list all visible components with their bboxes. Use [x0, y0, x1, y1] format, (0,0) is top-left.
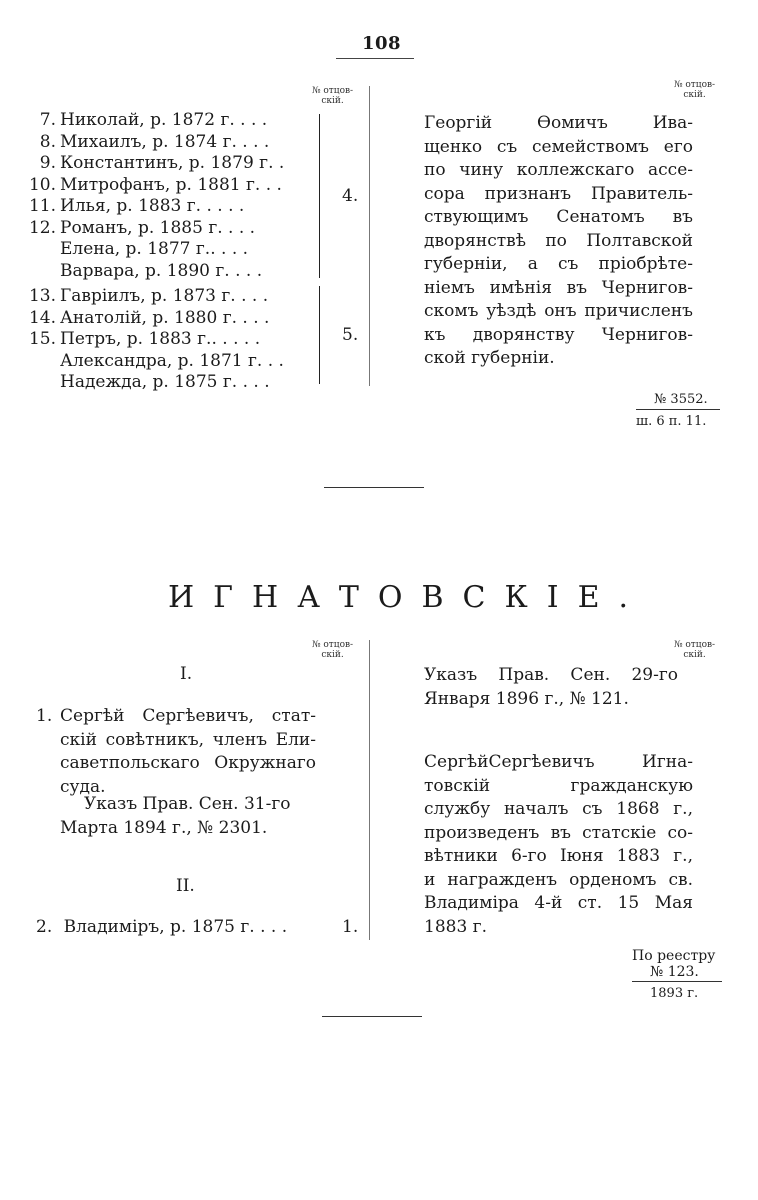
- family-bracket-4: [315, 114, 320, 278]
- reference-location: ш. 6 п. 11.: [636, 414, 707, 429]
- list-item: 7. Николай, р. 1872 г. . . .: [39, 110, 268, 130]
- page-number: 108: [362, 33, 402, 54]
- list-item: Елена, р. 1877 г.. . . .: [60, 239, 249, 259]
- registry-number: № 123.: [650, 964, 699, 980]
- list-item: 12. Романъ, р. 1885 г. . . .: [28, 217, 256, 238]
- list-item: 15. Петръ, р. 1883 г.. . . . .: [28, 329, 261, 349]
- family-bracket-5: [315, 286, 320, 384]
- registry-label: По реестру: [632, 948, 716, 964]
- list-item: 9. Константинъ, р. 1879 г. .: [39, 153, 285, 173]
- upper-entries-list: [22, 110, 322, 394]
- list-item: Александра, р. 1871 г. . .: [60, 350, 284, 371]
- branch-roman-1: I.: [180, 664, 193, 684]
- lower-column-divider: [369, 640, 370, 940]
- father-number-4: 4.: [342, 186, 359, 206]
- father-number-1: 1.: [342, 917, 359, 937]
- branch-roman-2: II.: [176, 876, 195, 896]
- list-item: Надежда, р. 1875 г. . . .: [60, 372, 270, 392]
- entry-1-description: Сергѣй Сергѣевичъ, стат- скій совѣтникъ, членъ Ели- саветпольскаго Окружнаго суда.: [60, 706, 316, 797]
- list-item: 13. Гавріилъ, р. 1873 г. . . .: [28, 286, 269, 306]
- section-separator-top: [324, 487, 424, 488]
- column-header-upper-right: № отцов- скій.: [674, 80, 716, 100]
- decree-1896: Указъ Прав. Сен. 29-го Января 1896 г., № 121.: [424, 665, 678, 709]
- column-header-lower-left: № отцов- скій.: [312, 640, 354, 660]
- reference-rule: [636, 409, 720, 410]
- entry-1-decree: Указъ Прав. Сен. 31-го Марта 1894 г., № 2301.: [60, 794, 291, 838]
- ivashchenko-record-text: Георгій Ѳомичъ Ива- щенко съ семействомъ его по чину коллежскаго ассе- сора признанъ Правитель- ствующимъ Сенатомъ въ дворянствѣ по Полтавской губерніи, а съ пріобрѣте- ніемъ имѣнія въ Чернигов- скомъ уѣздѣ онъ причисленъ къ дворянству Чернигов- ской губерніи.: [424, 113, 693, 368]
- registry-year: 1893 г.: [650, 986, 699, 1001]
- list-item: 11. Илья, р. 1883 г. . . . .: [28, 196, 245, 216]
- upper-column-divider: [369, 86, 370, 386]
- section-separator-bottom: [322, 1016, 422, 1017]
- column-header-upper-left: № отцов- скій.: [312, 86, 354, 106]
- registry-rule: [632, 981, 722, 982]
- list-item: 10. Митрофанъ, р. 1881 г. . .: [28, 174, 282, 195]
- list-item: 8. Михаилъ, р. 1874 г. . . .: [39, 131, 270, 152]
- father-number-5: 5.: [342, 325, 359, 345]
- list-item: 14. Анатолій, р. 1880 г. . . .: [28, 307, 270, 328]
- page-number-rule: [336, 58, 414, 59]
- section-title: ИГНАТОВСКІЕ.: [168, 580, 648, 615]
- entry-2: 2. Владиміръ, р. 1875 г. . . .: [36, 917, 288, 937]
- column-header-lower-right: № отцов- скій.: [674, 640, 716, 660]
- entry-1-number: 1.: [36, 706, 53, 726]
- reference-number: № 3552.: [654, 392, 708, 407]
- list-item: Варвара, р. 1890 г. . . .: [60, 260, 263, 281]
- service-record-text: СергѣйСергѣевичъ Игна- товскій гражданскую службу началъ съ 1868 г., произведенъ въ статскіе со- вѣтники 6-го Іюня 1883 г., и награжденъ орденомъ св. Владиміра 4-й ст. 15 Мая 1883 г.: [424, 752, 693, 937]
